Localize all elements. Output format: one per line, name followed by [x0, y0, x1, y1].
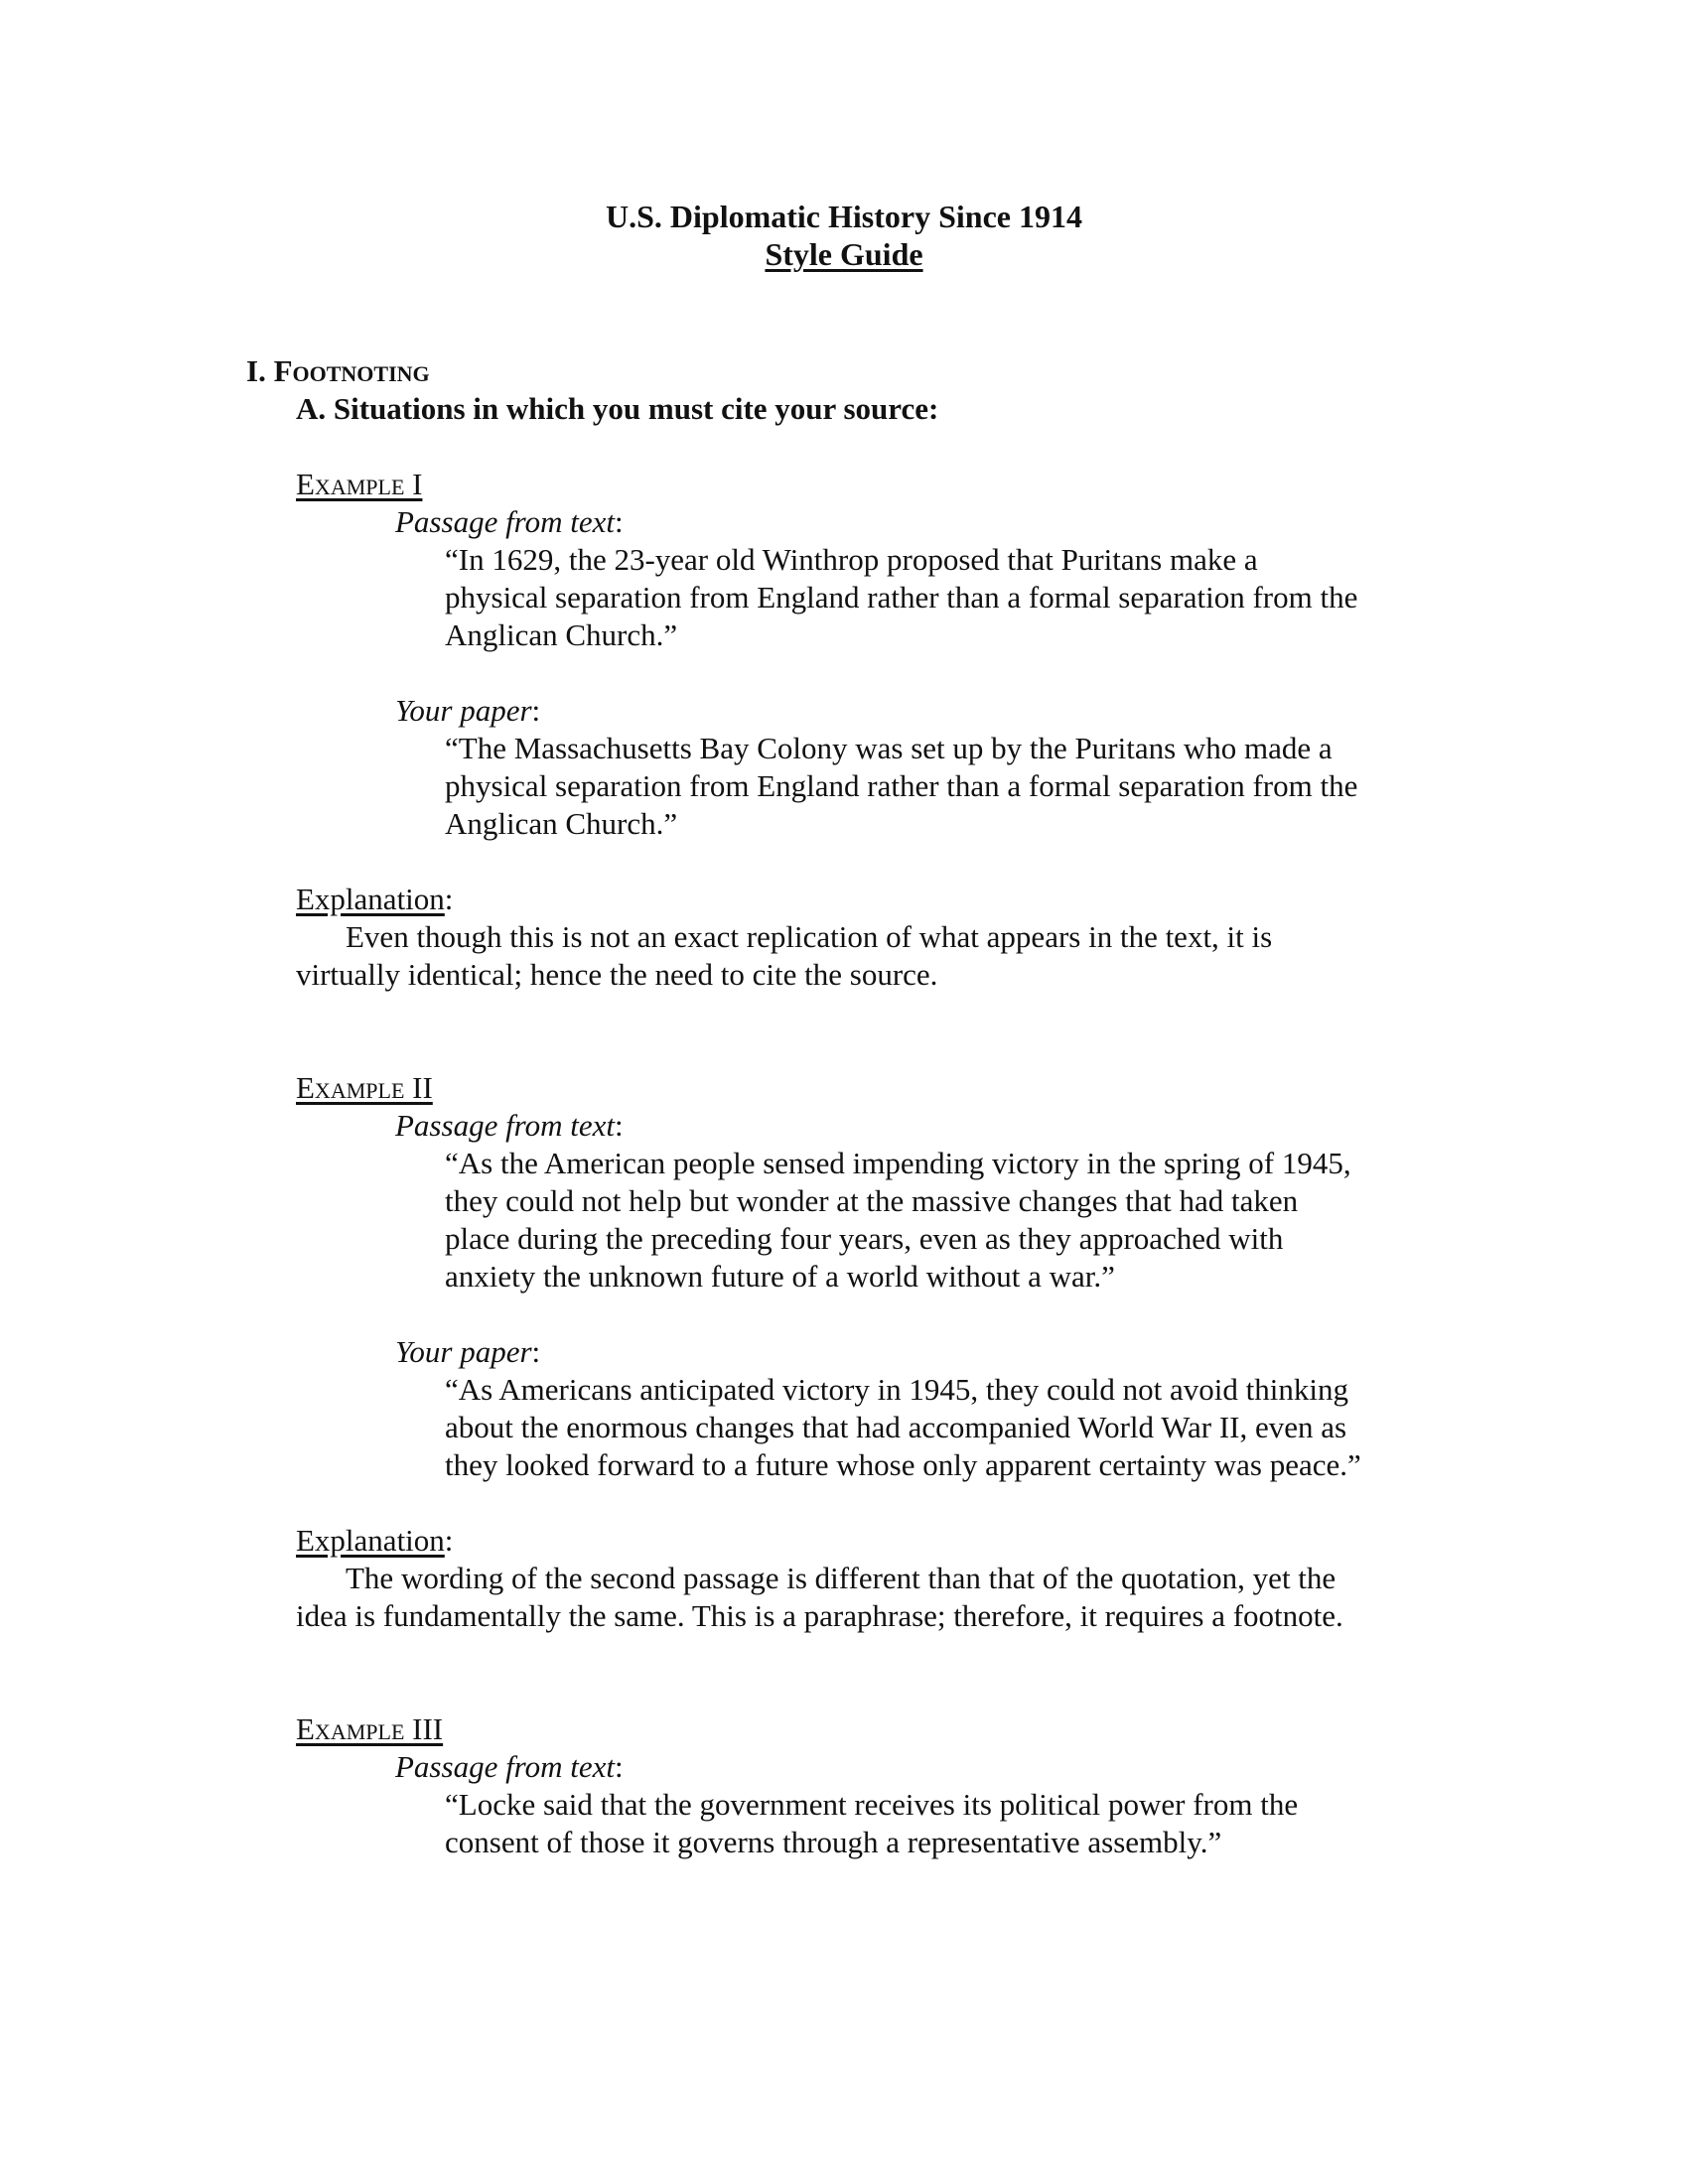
passage-label: Passage from text:	[395, 1108, 624, 1143]
passage-line: anxiety the unknown future of a world without a war.”	[445, 1259, 1115, 1294]
paper-label: Your paper:	[395, 1334, 541, 1369]
explanation-line: Even though this is not an exact replication of what appears in the text, it is	[346, 919, 1273, 954]
paper-line: they looked forward to a future whose only apparent certainty was peace.”	[445, 1447, 1361, 1482]
paper-line: about the enormous changes that had accompanied World War II, even as	[445, 1410, 1347, 1444]
paper-line: “The Massachusetts Bay Colony was set up by the Puritans who made a	[445, 731, 1333, 765]
example-title: Example II	[296, 1070, 433, 1105]
explanation-line: idea is fundamentally the same. This is a paraphrase; therefore, it requires a footnote.	[296, 1598, 1343, 1633]
explanation-line: virtually identical; hence the need to cite the source.	[296, 957, 938, 992]
explanation-label: Explanation:	[296, 1523, 454, 1558]
passage-line: place during the preceding four years, even as they approached with	[445, 1221, 1284, 1256]
paper-line: physical separation from England rather than a formal separation from the	[445, 768, 1358, 803]
paper-label: Your paper:	[395, 693, 541, 728]
paper-line: Anglican Church.”	[445, 806, 678, 841]
explanation-label: Explanation:	[296, 882, 454, 916]
passage-label: Passage from text:	[395, 504, 624, 539]
example-title: Example I	[296, 467, 423, 501]
example-title: Example III	[296, 1711, 444, 1746]
passage-line: Anglican Church.”	[445, 617, 678, 652]
document-subtitle: Style Guide	[765, 236, 923, 272]
section-heading	[246, 352, 430, 390]
document-title: U.S. Diplomatic History Since 1914	[606, 199, 1082, 234]
passage-line: “As the American people sensed impending victory in the spring of 1945,	[445, 1146, 1351, 1180]
explanation-line: The wording of the second passage is different than that of the quotation, yet the	[346, 1561, 1336, 1595]
section-number: I.	[246, 353, 266, 388]
passage-line: “Locke said that the government receives its political power from the	[445, 1787, 1299, 1822]
passage-line: physical separation from England rather than a formal separation from the	[445, 580, 1358, 614]
passage-line: consent of those it governs through a representative assembly.”	[445, 1825, 1222, 1859]
passage-line: they could not help but wonder at the massive changes that had taken	[445, 1183, 1299, 1218]
section-title: Footnoting	[273, 353, 430, 388]
section-subheading: A. Situations in which you must cite your source:	[296, 391, 939, 426]
passage-label: Passage from text:	[395, 1749, 624, 1784]
paper-line: “As Americans anticipated victory in 1945, they could not avoid thinking	[445, 1372, 1349, 1407]
passage-line: “In 1629, the 23-year old Winthrop proposed that Puritans make a	[445, 542, 1258, 577]
